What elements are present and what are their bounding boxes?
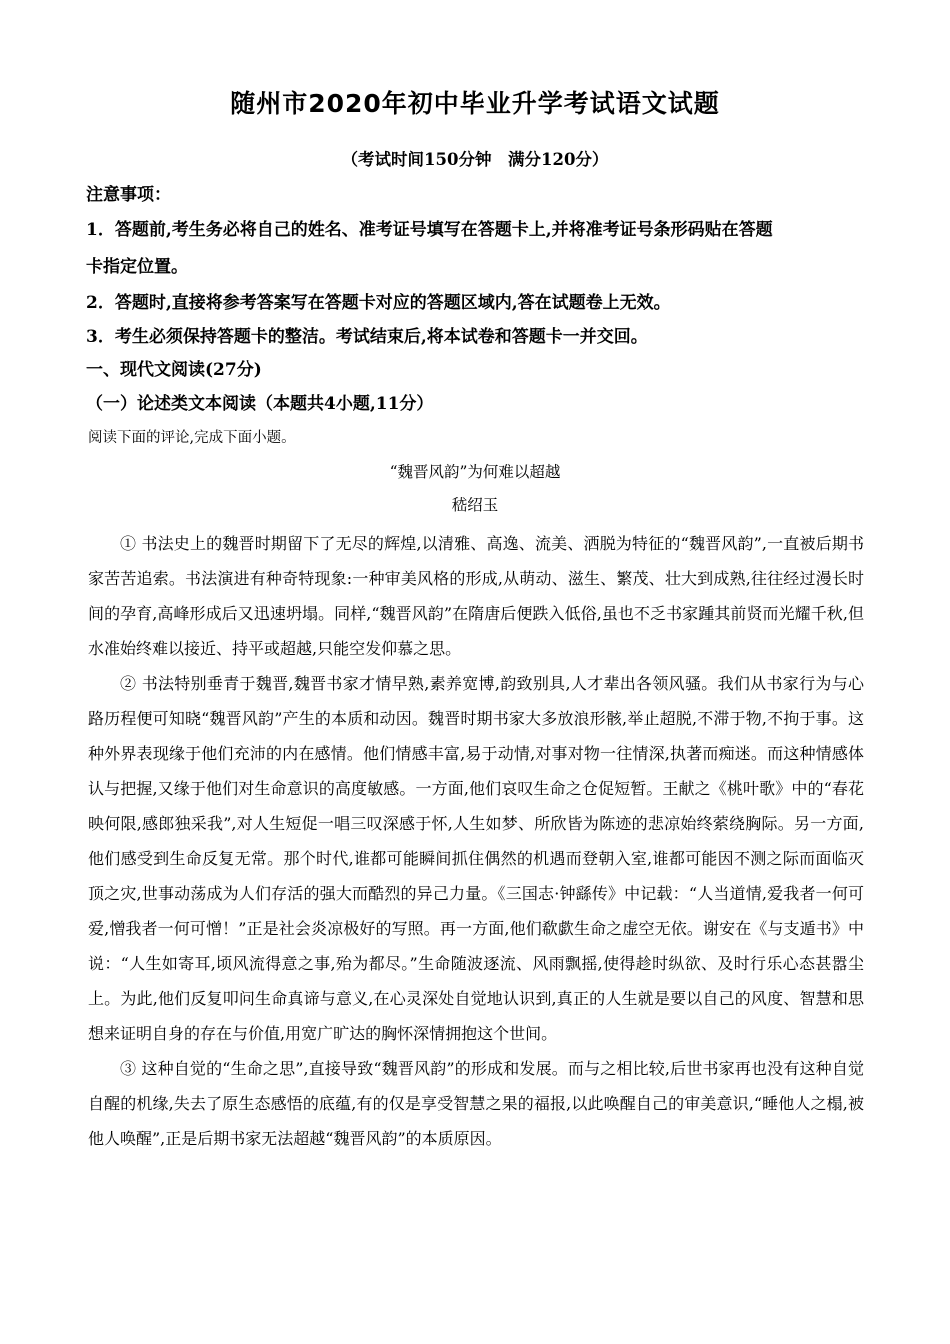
section-instruction: 阅读下面的评论,完成下面小题。 [88,430,296,446]
notice-item-1: 1．答题前,考生务必将自己的姓名、准考证号填写在答题卡上,并将准考证号条形码贴在答题 [86,220,773,240]
section-subheading: （一）论述类文本阅读（本题共4小题,11分） [86,394,434,414]
exam-subtitle: （考试时间150分钟 满分120分） [341,150,609,169]
exam-title: 随州市2020年初中毕业升学考试语文试题 [230,89,720,118]
section-heading: 一、现代文阅读(27分) [86,360,262,380]
article-author: 嵇绍玉 [451,496,499,514]
article-body [88,526,864,1156]
notice-item-3: 3．考生必须保持答题卡的整洁。考试结束后,将本试卷和答题卡一并交回。 [86,327,648,347]
notice-heading: 注意事项： [86,185,171,205]
notice-item-1-cont: 卡指定位置。 [86,257,188,277]
article-paragraph-2: ② 书法特别垂青于魏晋,魏晋书家才情早熟,素养宽博,韵致别具,人才辈出各领风骚。我们从书家行为与心路历程便可知晓“魏晋风韵”产生的本质和动因。魏晋时期书家大多放浪形骸,举止超脱,不滞于物,不拘于事。这种外界表现缘于他们充沛的内在感情。他们情感丰富,易于动情,对事对物一往情深,执著而痴迷。而这种情感体认与把握,又缘于他们对生命意识的高度敏感。一方面,他们哀叹生命之仓促短暂。王献之《桃叶歌》中的“春花映何限,感郎独采我”,对人生短促一唱三叹深感于怀,人生如梦、所欣皆为陈迹的悲凉始终萦绕胸际。另一方面,他们感受到生命反复无常。那个时代,谁都可能瞬间抓住偶然的机遇而登朝入室,谁都可能因不测之际而面临灭顶之灾,世事动荡成为人们存活的强大而酷烈的异己力量。《三国志·钟繇传》中记载：“人当道情,爱我者一何可爱,憎我者一何可憎！”正是社会炎凉极好的写照。再一方面,他们欷歔生命之虚空无依。谢安在《与支遁书》中说：“人生如寄耳,顷风流得意之事,殆为都尽。”生命随波逐流、风雨飘摇,使得趁时纵欲、及时行乐心态甚嚣尘上。为此,他们反复叩问生命真谛与意义,在心灵深处自觉地认识到,真正的人生就是要以自己的风度、智慧和思想来证明自身的存在与价值,用宽广旷达的胸怀深情拥抱这个世间。 [88,674,864,1043]
article-title: “魏晋风韵”为何难以超越 [389,463,561,481]
article-paragraph-1: ① 书法史上的魏晋时期留下了无尽的辉煌,以清雅、高逸、流美、洒脱为特征的“魏晋风韵”,一直被后期书家苦苦追索。书法演进有种奇特现象:一种审美风格的形成,从萌动、滋生、繁茂、壮大到成熟,往往经过漫长时间的孕育,高峰形成后又迅速坍塌。同样,“魏晋风韵”在隋唐后便跌入低俗,虽也不乏书家踵其前贤而光耀千秋,但水准始终难以接近、持平或超越,只能空发仰慕之思。 [88,534,864,658]
article-paragraph-3: ③ 这种自觉的“生命之思”,直接导致“魏晋风韵”的形成和发展。而与之相比较,后世书家再也没有这种自觉自醒的机缘,失去了原生态感悟的底蕴,有的仅是享受智慧之果的福报,以此唤醒自己的审美意识,“睡他人之榻,被他人唤醒”,正是后期书家无法超越“魏晋风韵”的本质原因。 [88,1059,864,1148]
notice-item-2: 2．答题时,直接将参考答案写在答题卡对应的答题区域内,答在试题卷上无效。 [86,293,671,313]
